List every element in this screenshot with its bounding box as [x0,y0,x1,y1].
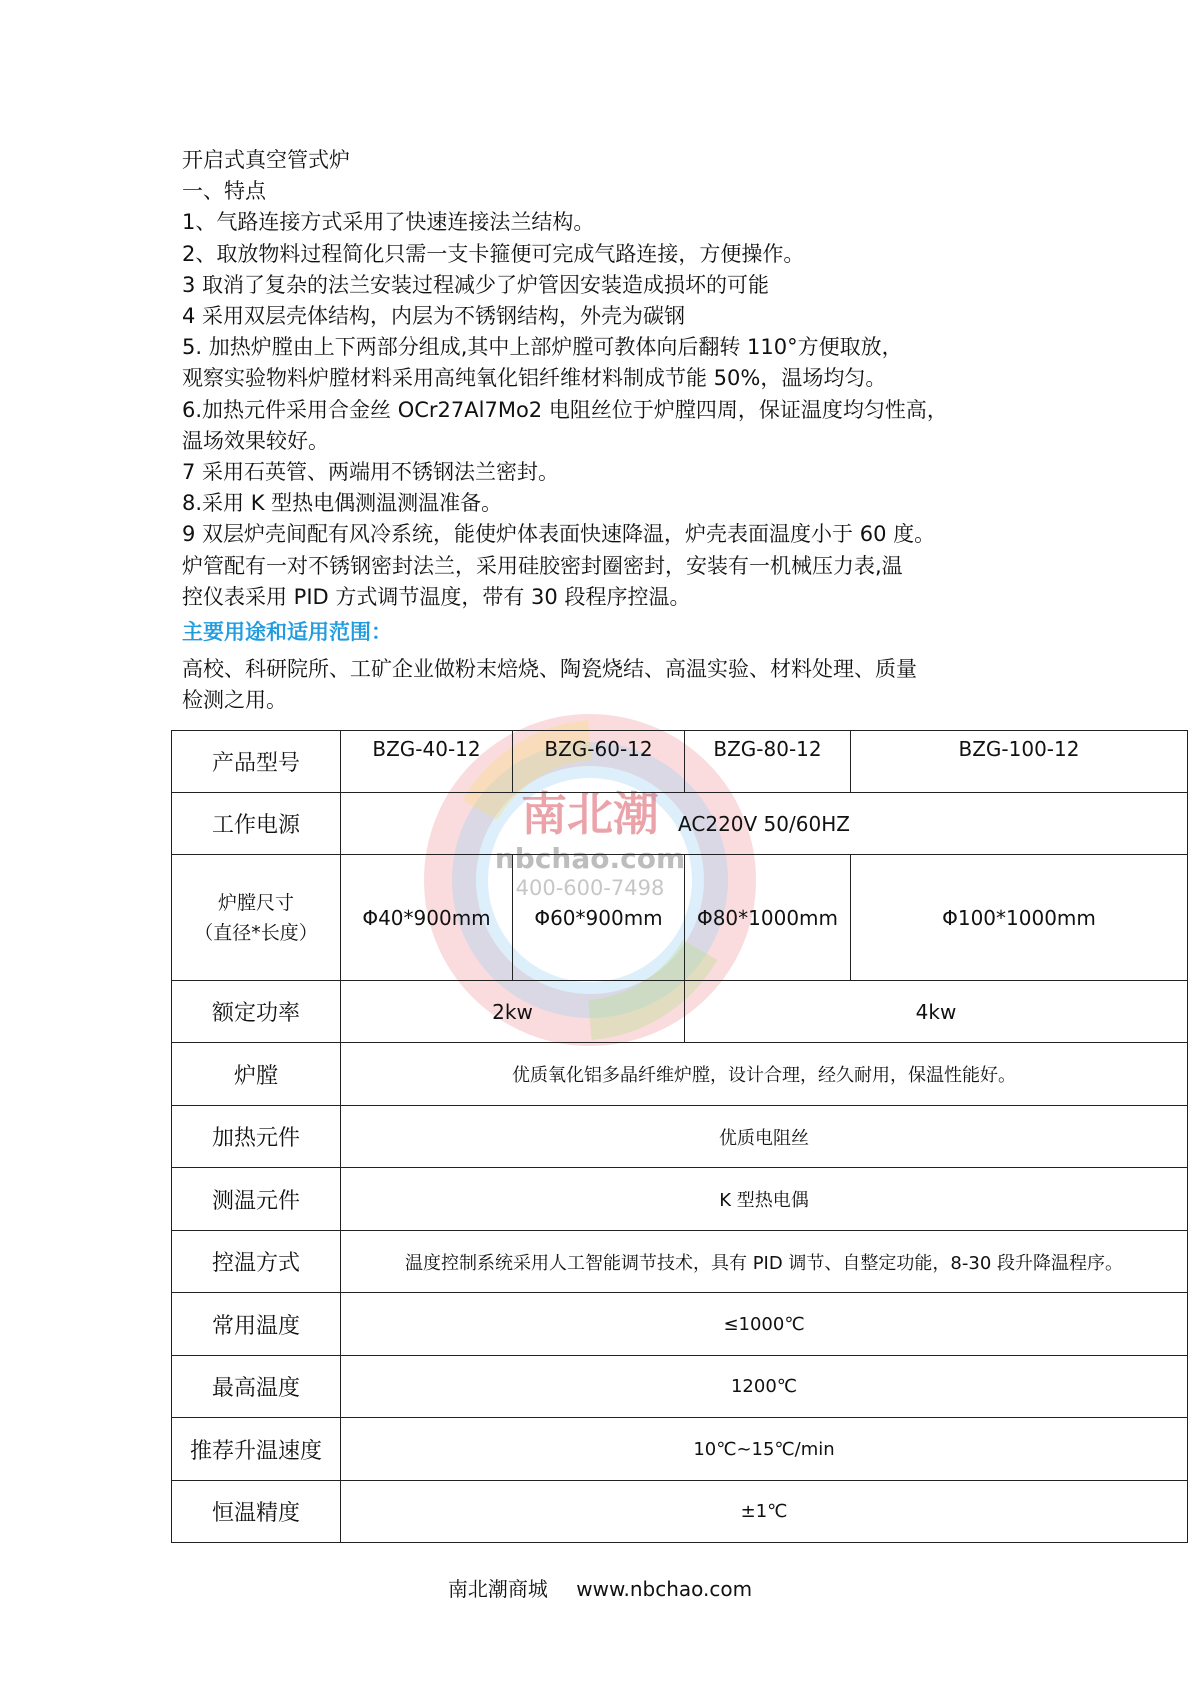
intro-section [182,145,1062,717]
chamber-size-label [172,855,341,981]
chamber-size-cell: Φ80*1000mm [685,855,851,981]
feature-line: 8.采用 K 型热电偶测温测温准备。 [182,491,503,516]
rated-power-label: 额定功率 [172,981,341,1043]
chamber-label: 炉膛 [172,1043,341,1106]
table-row [172,1168,1188,1231]
table-row [172,855,1188,981]
power-supply-value: AC220V 50/60HZ [341,793,1188,855]
table-row [172,1293,1188,1356]
model-cell: BZG-60-12 [513,731,685,793]
footer-url: www.nbchao.com [576,1577,753,1601]
feature-line: 6.加热元件采用合金丝 OCr27Al7Mo2 电阻丝位于炉膛四周，保证温度均匀性高， [182,397,948,422]
feature-line: 7 采用石英管、两端用不锈钢法兰密封。 [182,460,560,485]
watermark-phone: 400-600-7498 [515,876,665,900]
model-label: 产品型号 [172,731,341,793]
table-row [172,1043,1188,1106]
model-cell: BZG-40-12 [341,731,513,793]
common-temp-value: ≤1000℃ [341,1293,1188,1356]
accuracy-value: ±1℃ [341,1481,1188,1543]
heating-element-label: 加热元件 [172,1106,341,1168]
chamber-size-cell: Φ60*900mm [513,855,685,981]
document-title: 开启式真空管式炉 [182,148,350,172]
temp-element-value: K 型热电偶 [341,1168,1188,1231]
rated-power-large: 4kw [685,981,1188,1043]
table-row [172,1231,1188,1293]
heating-rate-value: 10℃~15℃/min [341,1418,1188,1481]
chamber-size-title: 炉膛尺寸 [217,891,294,914]
table-row [172,793,1188,855]
common-temp-label: 常用温度 [172,1293,341,1356]
feature-line: 2、取放物料过程简化只需一支卡箍便可完成气路连接，方便操作。 [182,241,805,266]
feature-line: 炉管配有一对不锈钢密封法兰，采用硅胶密封圈密封，安装有一机械压力表,温 [182,553,903,578]
chamber-size-subtitle: （直径*长度） [194,921,318,944]
temp-control-value: 温度控制系统采用人工智能调节技术，具有 PID 调节、自整定功能，8-30 段升降温程序。 [341,1231,1188,1293]
temp-control-label: 控温方式 [172,1231,341,1293]
feature-line: 温场效果较好。 [182,428,329,453]
table-row [172,1106,1188,1168]
watermark-site: nbchao.com [494,842,686,875]
table-row [172,1418,1188,1481]
chamber-size-cell: Φ40*900mm [341,855,513,981]
footer-shop: 南北潮商城 [447,1577,548,1601]
table-row [172,1481,1188,1543]
power-supply-label: 工作电源 [172,793,341,855]
accuracy-label: 恒温精度 [172,1481,341,1543]
table-row [172,981,1188,1043]
max-temp-value: 1200℃ [341,1356,1188,1418]
watermark-brand: 南北潮 [521,787,659,841]
usage-line: 高校、科研院所、工矿企业做粉末焙烧、陶瓷烧结、高温实验、材料处理、质量 [182,657,917,682]
table-row [172,1356,1188,1418]
page-footer [0,1573,1200,1602]
feature-line: 3 取消了复杂的法兰安装过程减少了炉管因安装造成损坏的可能 [182,272,770,297]
heating-element-value: 优质电阻丝 [341,1106,1188,1168]
max-temp-label: 最高温度 [172,1356,341,1418]
temp-element-label: 测温元件 [172,1168,341,1231]
usage-heading: 主要用途和适用范围： [182,620,392,645]
heating-rate-label: 推荐升温速度 [172,1418,341,1481]
rated-power-small: 2kw [341,981,685,1043]
spec-table [171,730,1188,1543]
chamber-size-cell: Φ100*1000mm [851,855,1188,981]
feature-line: 9 双层炉壳间配有风冷系统，能使炉体表面快速降温，炉壳表面温度小于 60 度。 [182,522,936,547]
model-cell: BZG-80-12 [685,731,851,793]
feature-line: 1、气路连接方式采用了快速连接法兰结构。 [182,210,595,235]
feature-line: 观察实验物料炉膛材料采用高纯氧化铝纤维材料制成节能 50%，温场均匀。 [182,366,887,391]
chamber-value: 优质氧化铝多晶纤维炉膛，设计合理，经久耐用，保温性能好。 [341,1043,1188,1106]
feature-line: 4 采用双层壳体结构，内层为不锈钢结构，外壳为碳钢 [182,304,686,329]
feature-line: 控仪表采用 PID 方式调节温度，带有 30 段程序控温。 [182,584,691,609]
model-cell: BZG-100-12 [851,731,1188,793]
feature-line: 5. 加热炉膛由上下两部分组成,其中上部炉膛可教体向后翻转 110°方便取放， [182,335,903,360]
features-heading: 一、特点 [182,179,266,204]
table-row [172,731,1188,793]
usage-line: 检测之用。 [182,688,287,713]
